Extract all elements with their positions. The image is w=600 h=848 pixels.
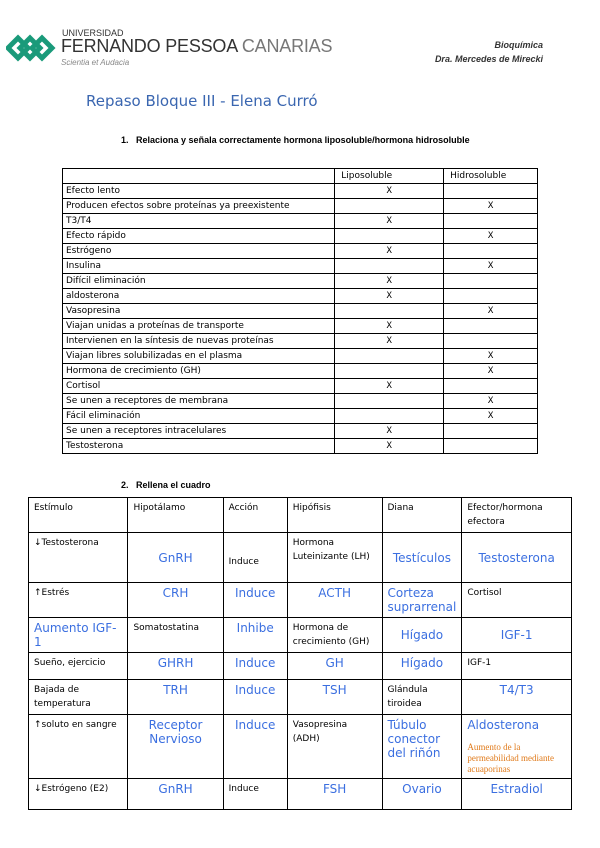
hormone-cell: Viajan libres solubilizadas en el plasma	[63, 349, 335, 364]
hormone-cell: Producen efectos sobre proteínas ya preexistente	[63, 199, 335, 214]
cell-text: IGF-1	[500, 628, 533, 642]
cell-text: Ovario	[402, 782, 442, 796]
table-row	[63, 319, 538, 334]
cell-text: Testosterona	[478, 550, 555, 565]
cell-text: Cortisol	[467, 588, 502, 598]
cell-text: Hormona de crecimiento (GH)	[292, 623, 370, 647]
cell-action	[223, 680, 287, 715]
cell-effector	[462, 618, 572, 653]
question-2	[121, 480, 211, 490]
hormone-cell: Insulina	[63, 259, 335, 274]
cell-text: Sueño, ejercicio	[34, 658, 106, 668]
hormone-cell: T3/T4	[63, 214, 335, 229]
mark-cell	[335, 229, 444, 244]
mark-cell: X	[444, 199, 538, 214]
cell-effector	[462, 680, 572, 715]
mark-cell: X	[444, 304, 538, 319]
logo-motto: Scientia et Audacia	[61, 58, 130, 67]
cell-pituitary	[287, 680, 382, 715]
table-row	[29, 618, 572, 653]
column-header: Hipotálamo	[128, 498, 223, 533]
table-header-row	[63, 169, 538, 184]
table-row	[29, 583, 572, 618]
table-row	[63, 244, 538, 259]
mark-cell	[444, 289, 538, 304]
q2-text: Rellena el cuadro	[136, 480, 211, 490]
cell-pituitary	[287, 583, 382, 618]
cell-effector	[462, 715, 572, 779]
cell-target	[382, 715, 462, 779]
question-1	[121, 135, 470, 145]
cell-text: Induce	[228, 784, 259, 794]
cell-effector	[462, 779, 572, 810]
column-header: Hidrosoluble	[444, 169, 538, 184]
cell-target	[382, 779, 462, 810]
cell-pituitary	[287, 779, 382, 810]
table-row	[63, 424, 538, 439]
hormone-cell: Fácil eliminación	[63, 409, 335, 424]
mark-cell	[335, 199, 444, 214]
cell-text: FSH	[322, 782, 347, 796]
table-row	[63, 394, 538, 409]
cell-text: Aldosterona	[467, 718, 540, 732]
hormone-cell: Difícil eliminación	[63, 274, 335, 289]
cell-effector	[462, 583, 572, 618]
hormone-cell: Efecto rápido	[63, 229, 335, 244]
cell-stimulus	[29, 680, 128, 715]
mark-cell	[444, 244, 538, 259]
mark-cell: X	[335, 334, 444, 349]
mark-cell: X	[335, 244, 444, 259]
cell-pituitary	[287, 715, 382, 779]
cell-text: Induce	[235, 683, 276, 697]
cell-stimulus	[29, 715, 128, 779]
cell-pituitary	[287, 618, 382, 653]
hormone-cell: aldosterona	[63, 289, 335, 304]
table-row	[63, 334, 538, 349]
column-header: Acción	[223, 498, 287, 533]
mark-cell	[444, 184, 538, 199]
university-logo-icon	[6, 28, 56, 68]
mark-cell	[444, 319, 538, 334]
cell-stimulus	[29, 779, 128, 810]
cell-text: Aumento IGF-1	[34, 621, 117, 649]
mark-cell	[444, 214, 538, 229]
hormone-cell: Se unen a receptores intracelulares	[63, 424, 335, 439]
logo-university: UNIVERSIDAD	[62, 28, 124, 38]
cell-text: Testículos	[392, 550, 451, 565]
mark-cell	[335, 349, 444, 364]
mark-cell	[335, 394, 444, 409]
cell-text: T4/T3	[499, 683, 534, 697]
annotation-note: Aumento de la permeabilidad mediante acuaporinas	[467, 742, 555, 774]
mark-cell: X	[335, 424, 444, 439]
cell-effector	[462, 533, 572, 583]
mark-cell: X	[335, 289, 444, 304]
table-row	[63, 439, 538, 454]
cell-text: Induce	[235, 718, 276, 732]
table-row	[29, 533, 572, 583]
mark-cell: X	[444, 229, 538, 244]
cell-text: Induce	[235, 586, 276, 600]
mark-cell: X	[444, 364, 538, 379]
hormone-cell: Hormona de crecimiento (GH)	[63, 364, 335, 379]
cell-hypothalamus	[128, 680, 223, 715]
column-header: Efector/hormona efectora	[462, 498, 572, 533]
cell-hypothalamus	[128, 618, 223, 653]
cell-text: GHRH	[157, 656, 194, 670]
q2-number: 2.	[121, 480, 129, 490]
cell-target	[382, 653, 462, 680]
cell-text: Glándula tiroidea	[387, 685, 428, 709]
mark-cell	[444, 274, 538, 289]
mark-cell: X	[335, 274, 444, 289]
cell-text: Túbulo conector del riñón	[387, 718, 441, 760]
cell-hypothalamus	[128, 653, 223, 680]
mark-cell	[444, 439, 538, 454]
cell-target	[382, 533, 462, 583]
mark-cell	[444, 334, 538, 349]
table-row	[63, 409, 538, 424]
page-title: Repaso Bloque III - Elena Curró	[86, 92, 318, 110]
mark-cell	[444, 424, 538, 439]
cell-stimulus	[29, 583, 128, 618]
table-row	[63, 364, 538, 379]
cell-text: Induce	[228, 557, 259, 567]
column-header: Diana	[382, 498, 462, 533]
table-row	[29, 715, 572, 779]
table-row	[63, 304, 538, 319]
q1-text: Relaciona y señala correctamente hormona liposoluble/hormona hidrosoluble	[136, 135, 470, 145]
cell-target	[382, 618, 462, 653]
mark-cell: X	[444, 409, 538, 424]
mark-cell	[335, 409, 444, 424]
cell-text: Somatostatina	[133, 623, 199, 633]
cell-text: Estradiol	[490, 782, 543, 796]
cell-text: ↑Estrés	[34, 588, 70, 598]
hormone-cell: Vasopresina	[63, 304, 335, 319]
table-row	[29, 680, 572, 715]
cell-target	[382, 680, 462, 715]
cell-text: Inhibe	[236, 621, 274, 635]
cell-text: Hígado	[400, 656, 444, 670]
table-row	[63, 229, 538, 244]
column-header: Estímulo	[29, 498, 128, 533]
cell-stimulus	[29, 653, 128, 680]
cell-pituitary	[287, 533, 382, 583]
cell-text: Receptor Nervioso	[148, 718, 203, 746]
hormone-cell: Estrógeno	[63, 244, 335, 259]
column-header: Liposoluble	[335, 169, 444, 184]
mark-cell: X	[335, 319, 444, 334]
cell-text: Hormona Luteinizante (LH)	[292, 538, 370, 562]
table-row	[63, 199, 538, 214]
mark-cell	[335, 364, 444, 379]
mark-cell	[335, 259, 444, 274]
hormone-cell: Efecto lento	[63, 184, 335, 199]
hormone-cell: Intervienen en la síntesis de nuevas proteínas	[63, 334, 335, 349]
hormone-cell: Cortisol	[63, 379, 335, 394]
table-row	[63, 349, 538, 364]
logo-name	[61, 36, 332, 57]
table-row	[63, 214, 538, 229]
table-row	[29, 653, 572, 680]
cell-text: GnRH	[158, 782, 193, 796]
q1-number: 1.	[121, 135, 129, 145]
hormone-cell: Viajan unidas a proteínas de transporte	[63, 319, 335, 334]
cell-pituitary	[287, 653, 382, 680]
cell-text: CRH	[162, 586, 189, 600]
logo-place: CANARIAS	[241, 36, 333, 56]
cell-hypothalamus	[128, 779, 223, 810]
cell-text: ↓Estrógeno (E2)	[34, 784, 109, 794]
cell-stimulus	[29, 533, 128, 583]
cell-text: TRH	[163, 683, 188, 697]
cell-stimulus	[29, 618, 128, 653]
teacher: Dra. Mercedes de Mirecki	[434, 54, 543, 64]
mark-cell: X	[335, 184, 444, 199]
cell-action	[223, 618, 287, 653]
table-row	[63, 259, 538, 274]
mark-cell: X	[335, 439, 444, 454]
cell-text: Hígado	[400, 628, 444, 642]
cell-text: ↓Testosterona	[34, 538, 99, 548]
mark-cell	[444, 379, 538, 394]
cell-hypothalamus	[128, 583, 223, 618]
cell-text: Bajada de temperatura	[34, 685, 91, 709]
column-header	[63, 169, 335, 184]
hormone-cell: Se unen a receptores de membrana	[63, 394, 335, 409]
cell-text: IGF-1	[467, 658, 492, 668]
cell-hypothalamus	[128, 533, 223, 583]
cell-hypothalamus	[128, 715, 223, 779]
hormone-axis-table	[28, 497, 572, 810]
cell-text: Induce	[235, 656, 276, 670]
cell-action	[223, 583, 287, 618]
cell-text: TSH	[322, 683, 347, 697]
cell-action	[223, 715, 287, 779]
mark-cell: X	[335, 379, 444, 394]
cell-action	[223, 779, 287, 810]
logo-name-main: FERNANDO PESSOA	[61, 36, 238, 56]
table-row	[63, 184, 538, 199]
cell-target	[382, 583, 462, 618]
table-row	[63, 289, 538, 304]
cell-text: GH	[325, 656, 344, 670]
table-row	[63, 274, 538, 289]
hormone-cell: Testosterona	[63, 439, 335, 454]
subject: Bioquímica	[494, 40, 543, 50]
cell-effector	[462, 653, 572, 680]
table-row	[29, 779, 572, 810]
mark-cell: X	[444, 349, 538, 364]
mark-cell: X	[444, 394, 538, 409]
cell-text: ACTH	[318, 586, 351, 600]
cell-text: Corteza suprarrenal	[387, 586, 457, 614]
table-header-row	[29, 498, 572, 533]
cell-action	[223, 653, 287, 680]
mark-cell: X	[444, 259, 538, 274]
hormone-solubility-table	[62, 168, 538, 454]
column-header: Hipófisis	[287, 498, 382, 533]
cell-text: ↑soluto en sangre	[34, 720, 117, 730]
mark-cell	[335, 304, 444, 319]
mark-cell: X	[335, 214, 444, 229]
table-row	[63, 379, 538, 394]
cell-text: GnRH	[158, 550, 193, 565]
cell-action	[223, 533, 287, 583]
cell-text: Vasopresina (ADH)	[292, 720, 348, 744]
